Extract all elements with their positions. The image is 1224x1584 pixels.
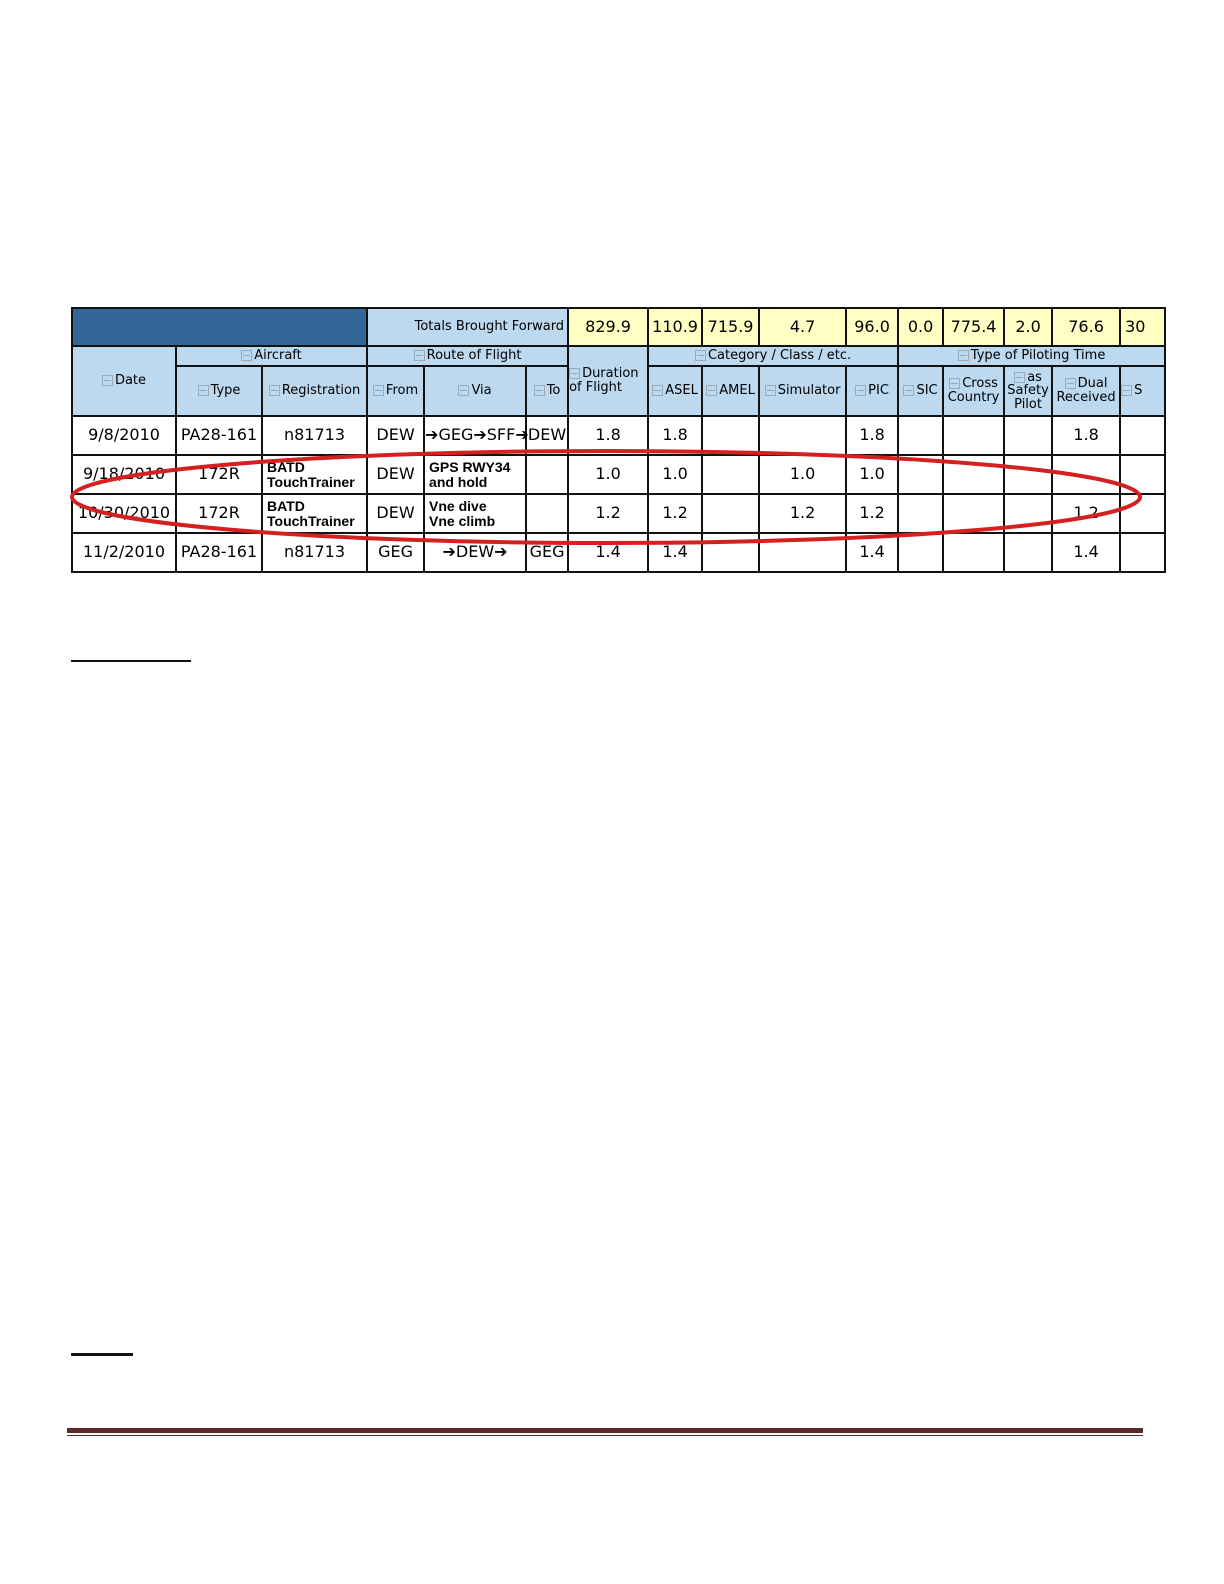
cell-date: 9/8/2010 [72, 416, 176, 455]
collapse-icon [458, 385, 469, 396]
cell-pic: 1.0 [846, 455, 898, 494]
collapse-icon [958, 350, 969, 361]
footer-rule-thin [67, 1435, 1143, 1436]
cell-dual-received: 1.4 [1052, 533, 1120, 572]
total-dual-received: 76.6 [1052, 308, 1120, 346]
col-sic-header: SIC [898, 366, 943, 416]
cell-simulator: 1.0 [759, 455, 846, 494]
cell-next [1120, 494, 1165, 533]
cell-registration: BATD TouchTrainer [262, 494, 367, 533]
cell-registration: n81713 [262, 416, 367, 455]
collapse-icon [269, 385, 280, 396]
collapse-icon [695, 350, 706, 361]
collapse-icon [1014, 372, 1025, 383]
collapse-icon [706, 385, 717, 396]
col-safety-pilot-header: as Safety Pilot [1004, 366, 1052, 416]
cell-date: 9/18/2010 [72, 455, 176, 494]
col-via-header: Via [424, 366, 526, 416]
cell-cross-country [943, 455, 1004, 494]
collapse-icon [652, 385, 663, 396]
col-to-header: To [526, 366, 568, 416]
collapse-icon [569, 368, 580, 379]
collapse-icon [949, 378, 960, 389]
col-amel-header: AMEL [702, 366, 759, 416]
cell-via: Vne dive Vne climb [424, 494, 526, 533]
total-sic: 0.0 [898, 308, 943, 346]
col-next-header: S [1120, 366, 1165, 416]
cell-registration: n81713 [262, 533, 367, 572]
cell-safety-pilot [1004, 494, 1052, 533]
cell-date: 11/2/2010 [72, 533, 176, 572]
cell-next [1120, 533, 1165, 572]
col-asel-header: ASEL [648, 366, 702, 416]
collapse-icon [903, 385, 914, 396]
cell-dual-received [1052, 455, 1120, 494]
cell-next [1120, 416, 1165, 455]
collapse-icon [1065, 378, 1076, 389]
cell-pic: 1.2 [846, 494, 898, 533]
cell-from: DEW [367, 416, 424, 455]
totals-label: Totals Brought Forward [367, 308, 568, 346]
cell-to: DEW [526, 416, 568, 455]
table-row [72, 533, 1165, 572]
cell-dual-received: 1.2 [1052, 494, 1120, 533]
cell-pic: 1.4 [846, 533, 898, 572]
cell-cross-country [943, 416, 1004, 455]
total-safety-pilot: 2.0 [1004, 308, 1052, 346]
collapse-icon [241, 350, 252, 361]
collapse-icon [373, 385, 384, 396]
total-simulator: 4.7 [759, 308, 846, 346]
cell-via: ➔DEW➔ [424, 533, 526, 572]
cell-cross-country [943, 494, 1004, 533]
totals-blank-header [72, 308, 367, 346]
total-asel: 110.9 [648, 308, 702, 346]
cell-safety-pilot [1004, 416, 1052, 455]
collapse-icon [855, 385, 866, 396]
cell-simulator [759, 416, 846, 455]
section-underline-short [71, 1353, 133, 1356]
group-header-row [72, 346, 1165, 366]
col-type-header: Type [176, 366, 262, 416]
cell-sic [898, 494, 943, 533]
col-cross-country-header: Cross Country [943, 366, 1004, 416]
col-dual-received-header: Dual Received [1052, 366, 1120, 416]
total-duration: 829.9 [568, 308, 648, 346]
table-row [72, 455, 1165, 494]
group-route: Route of Flight [367, 346, 568, 366]
totals-row [72, 308, 1165, 346]
col-pic-header: PIC [846, 366, 898, 416]
total-next: 30 [1120, 308, 1165, 346]
cell-amel [702, 455, 759, 494]
collapse-icon [534, 385, 545, 396]
total-pic: 96.0 [846, 308, 898, 346]
cell-via: ➔GEG➔SFF➔ [424, 416, 526, 455]
col-date-header: Date [72, 346, 176, 416]
collapse-icon [1121, 385, 1132, 396]
cell-type: 172R [176, 494, 262, 533]
col-from-header: From [367, 366, 424, 416]
footer-rule [67, 1428, 1143, 1433]
total-amel: 715.9 [702, 308, 759, 346]
cell-type: PA28-161 [176, 416, 262, 455]
cell-registration: BATD TouchTrainer [262, 455, 367, 494]
cell-duration: 1.0 [568, 455, 648, 494]
cell-sic [898, 455, 943, 494]
col-registration-header: Registration [262, 366, 367, 416]
cell-asel: 1.4 [648, 533, 702, 572]
cell-to [526, 494, 568, 533]
col-duration-header: Duration of Flight [568, 346, 648, 416]
cell-simulator: 1.2 [759, 494, 846, 533]
cell-cross-country [943, 533, 1004, 572]
cell-simulator [759, 533, 846, 572]
group-aircraft: Aircraft [176, 346, 367, 366]
cell-type: PA28-161 [176, 533, 262, 572]
section-underline [71, 660, 191, 662]
cell-asel: 1.8 [648, 416, 702, 455]
cell-to [526, 455, 568, 494]
table-row [72, 416, 1165, 455]
col-simulator-header: Simulator [759, 366, 846, 416]
cell-from: DEW [367, 494, 424, 533]
logbook-table [71, 307, 1166, 573]
cell-next [1120, 455, 1165, 494]
cell-sic [898, 416, 943, 455]
cell-safety-pilot [1004, 455, 1052, 494]
cell-from: DEW [367, 455, 424, 494]
cell-duration: 1.4 [568, 533, 648, 572]
cell-from: GEG [367, 533, 424, 572]
logbook-table-image [71, 307, 1146, 582]
cell-amel [702, 533, 759, 572]
cell-safety-pilot [1004, 533, 1052, 572]
cell-amel [702, 494, 759, 533]
cell-to: GEG [526, 533, 568, 572]
cell-dual-received: 1.8 [1052, 416, 1120, 455]
cell-duration: 1.2 [568, 494, 648, 533]
collapse-icon [198, 385, 209, 396]
collapse-icon [414, 350, 425, 361]
cell-duration: 1.8 [568, 416, 648, 455]
collapse-icon [102, 375, 113, 386]
group-category: Category / Class / etc. [648, 346, 898, 366]
collapse-icon [765, 385, 776, 396]
cell-asel: 1.0 [648, 455, 702, 494]
cell-via: GPS RWY34 and hold [424, 455, 526, 494]
cell-pic: 1.8 [846, 416, 898, 455]
cell-type: 172R [176, 455, 262, 494]
cell-date: 10/30/2010 [72, 494, 176, 533]
cell-sic [898, 533, 943, 572]
cell-amel [702, 416, 759, 455]
group-piloting: Type of Piloting Time [898, 346, 1165, 366]
cell-asel: 1.2 [648, 494, 702, 533]
total-cross-country: 775.4 [943, 308, 1004, 346]
table-row [72, 494, 1165, 533]
